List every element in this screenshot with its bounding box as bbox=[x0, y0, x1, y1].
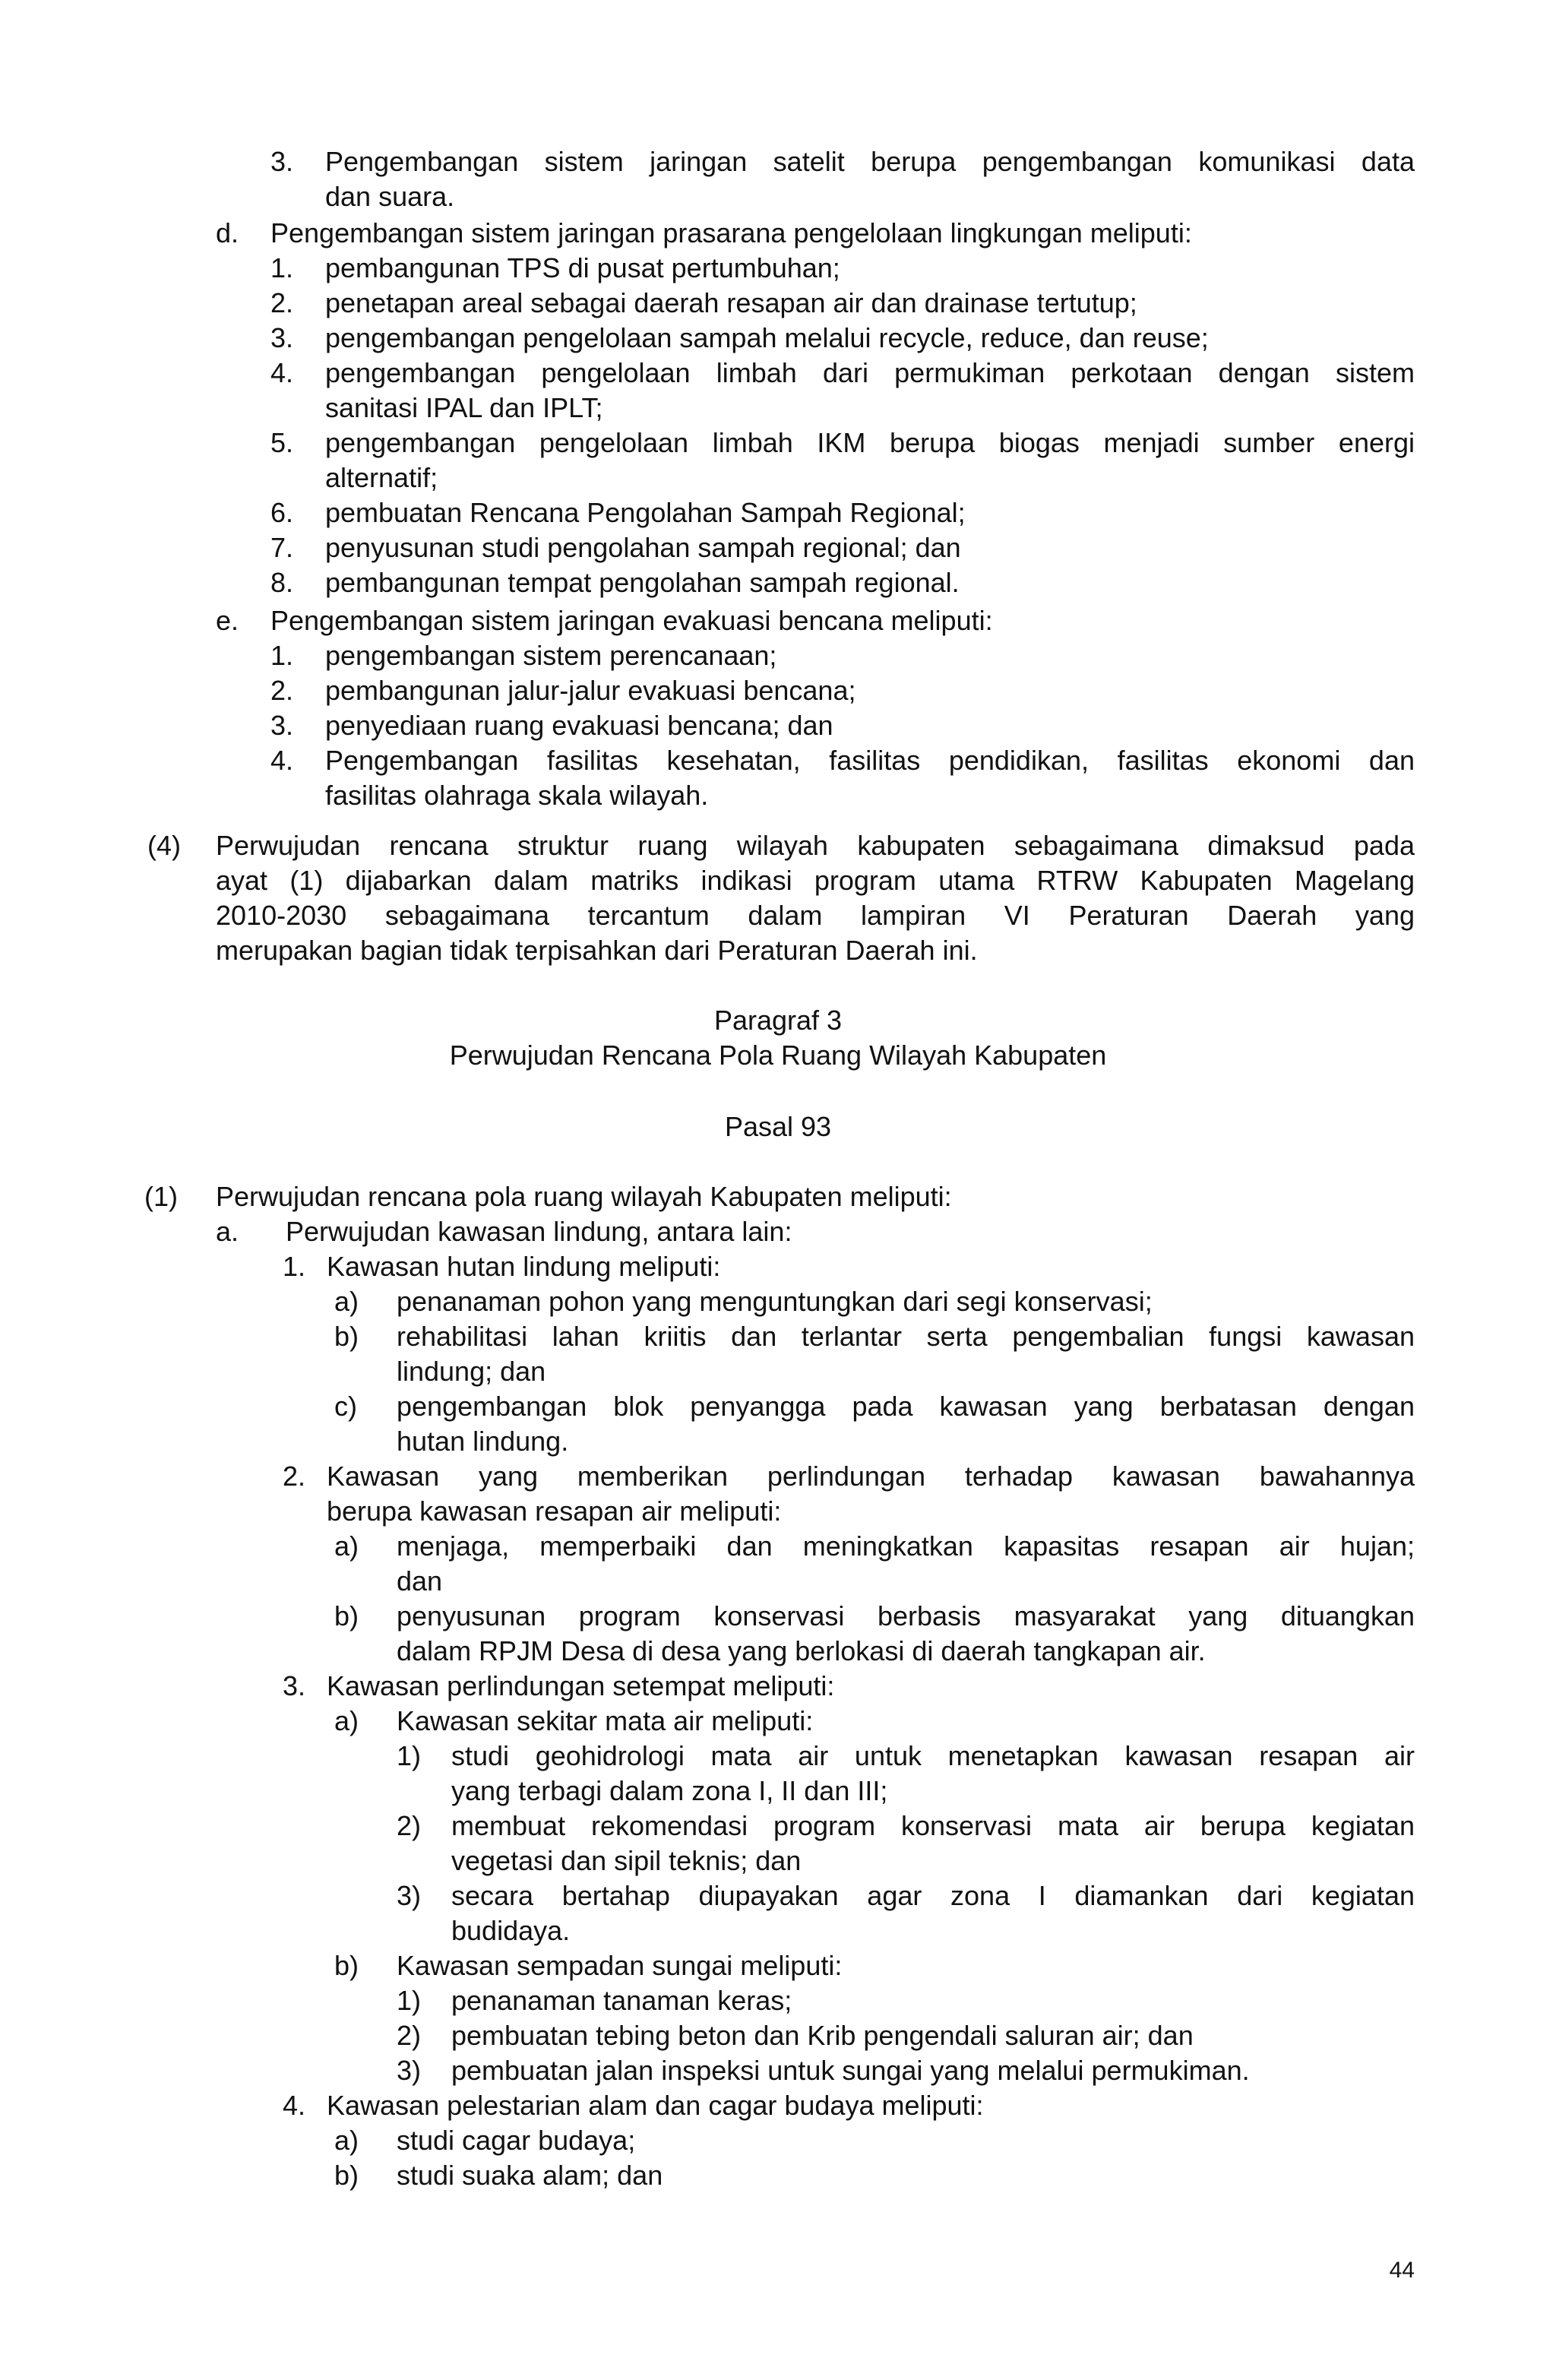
list-text: Pengembangan sistem jaringan satelit berupa pengembangan komunikasi data bbox=[325, 146, 1415, 177]
list-text: pembuatan tebing beton dan Krib pengendali saluran air; dan bbox=[451, 2020, 1194, 2051]
list-text: penanaman pohon yang menguntungkan dari segi konservasi; bbox=[397, 1286, 1153, 1317]
list-text: studi geohidrologi mata air untuk menetapkan kawasan resapan air bbox=[451, 1740, 1415, 1771]
list-text: pembuatan Rencana Pengolahan Sampah Regional; bbox=[325, 497, 966, 528]
list-text: menjaga, memperbaiki dan meningkatkan kapasitas resapan air hujan; bbox=[397, 1530, 1415, 1562]
list-text: fasilitas olahraga skala wilayah. bbox=[325, 780, 709, 811]
list-text: Kawasan sempadan sungai meliputi: bbox=[397, 1950, 843, 1981]
list-text: penanaman tanaman keras; bbox=[451, 1985, 792, 2016]
list-text: pembangunan jalur-jalur evakuasi bencana; bbox=[325, 675, 856, 706]
section-heading-paragraf: Paragraf 3 bbox=[713, 1005, 843, 1036]
list-text: dan bbox=[397, 1565, 443, 1597]
list-text: Kawasan perlindungan setempat meliputi: bbox=[327, 1670, 835, 1701]
list-text: pengembangan blok penyangga pada kawasan yang berbatasan dengan bbox=[397, 1391, 1415, 1422]
list-text: Pengembangan sistem jaringan evakuasi bencana meliputi: bbox=[270, 605, 993, 636]
paragraph-line: 2010-2030 sebagaimana tercantum dalam lampiran VI Peraturan Daerah yang bbox=[216, 900, 1415, 931]
list-number: 4. bbox=[270, 745, 294, 776]
list-text: penetapan areal sebagai daerah resapan air dan drainase tertutup; bbox=[325, 287, 1137, 318]
sub-number: 3) bbox=[397, 2055, 422, 2086]
sub-letter: c) bbox=[334, 1391, 357, 1422]
list-text: pembuatan jalan inspeksi untuk sungai yang melalui permukiman. bbox=[451, 2055, 1250, 2086]
ayat-number: (1) bbox=[144, 1181, 178, 1212]
list-text: pembangunan TPS di pusat pertumbuhan; bbox=[325, 252, 840, 283]
list-text: dalam RPJM Desa di desa yang berlokasi di daerah tangkapan air. bbox=[397, 1635, 1206, 1666]
list-number: 1. bbox=[283, 1251, 306, 1282]
list-text: penyusunan studi pengolahan sampah regional; dan bbox=[325, 532, 961, 563]
ayat-number: (4) bbox=[147, 830, 181, 861]
paragraph-line: merupakan bagian tidak terpisahkan dari Peraturan Daerah ini. bbox=[216, 935, 978, 966]
list-number: 3. bbox=[283, 1670, 306, 1701]
sub-letter: a) bbox=[334, 1530, 359, 1562]
list-letter: d. bbox=[216, 217, 239, 248]
list-letter: a. bbox=[216, 1216, 239, 1247]
list-number: 2. bbox=[283, 1461, 306, 1492]
sub-number: 1) bbox=[397, 1985, 422, 2016]
list-text: vegetasi dan sipil teknis; dan bbox=[451, 1845, 802, 1876]
list-number: 7. bbox=[270, 532, 294, 563]
list-text: pengembangan sistem perencanaan; bbox=[325, 640, 777, 671]
sub-number: 2) bbox=[397, 1810, 422, 1841]
list-text: studi suaka alam; dan bbox=[397, 2160, 663, 2191]
list-number: 4. bbox=[270, 357, 294, 388]
list-text: sanitasi IPAL dan IPLT; bbox=[325, 392, 603, 423]
list-text: membuat rekomendasi program konservasi mata air berupa kegiatan bbox=[451, 1810, 1415, 1841]
list-number: 3. bbox=[270, 322, 294, 353]
paragraph-line: Perwujudan rencana struktur ruang wilayah kabupaten sebagaimana dimaksud pada bbox=[216, 830, 1415, 861]
sub-letter: b) bbox=[334, 2160, 359, 2191]
paragraph-line: ayat (1) dijabarkan dalam matriks indikasi program utama RTRW Kabupaten Magelang bbox=[216, 865, 1415, 896]
sub-letter: b) bbox=[334, 1600, 359, 1632]
sub-number: 2) bbox=[397, 2020, 422, 2051]
list-text: yang terbagi dalam zona I, II dan III; bbox=[451, 1775, 888, 1806]
page-number: 44 bbox=[1389, 2258, 1415, 2283]
list-text: Kawasan pelestarian alam dan cagar budaya meliputi: bbox=[327, 2090, 984, 2121]
list-text: budidaya. bbox=[451, 1915, 571, 1946]
section-title: Perwujudan Rencana Pola Ruang Wilayah Kabupaten bbox=[449, 1040, 1107, 1071]
list-text: Pengembangan sistem jaringan prasarana pengelolaan lingkungan meliputi: bbox=[270, 217, 1192, 248]
list-number: 2. bbox=[270, 287, 294, 318]
list-number: 6. bbox=[270, 497, 294, 528]
list-text: Perwujudan kawasan lindung, antara lain: bbox=[286, 1216, 792, 1247]
list-text: alternatif; bbox=[325, 462, 438, 493]
list-text: pengembangan pengelolaan limbah IKM berupa biogas menjadi sumber energi bbox=[325, 427, 1415, 458]
sub-letter: a) bbox=[334, 1705, 359, 1736]
list-text: pengembangan pengelolaan limbah dari permukiman perkotaan dengan sistem bbox=[325, 357, 1415, 388]
sub-number: 1) bbox=[397, 1740, 422, 1771]
list-number: 8. bbox=[270, 567, 294, 598]
list-letter: e. bbox=[216, 605, 239, 636]
list-number: 4. bbox=[283, 2090, 306, 2121]
sub-letter: a) bbox=[334, 2125, 359, 2156]
article-heading: Pasal 93 bbox=[724, 1111, 832, 1142]
list-number: 1. bbox=[270, 252, 294, 283]
list-text: penyediaan ruang evakuasi bencana; dan bbox=[325, 710, 833, 741]
list-text: hutan lindung. bbox=[397, 1426, 569, 1457]
list-text: Kawasan yang memberikan perlindungan terhadap kawasan bawahannya bbox=[327, 1461, 1415, 1492]
list-text: studi cagar budaya; bbox=[397, 2125, 636, 2156]
list-number: 2. bbox=[270, 675, 294, 706]
list-text: pembangunan tempat pengolahan sampah regional. bbox=[325, 567, 960, 598]
list-number: 1. bbox=[270, 640, 294, 671]
list-text: berupa kawasan resapan air meliputi: bbox=[327, 1495, 782, 1527]
list-number: 3. bbox=[270, 710, 294, 741]
list-number: 3. bbox=[270, 146, 294, 177]
paragraph-line: Perwujudan rencana pola ruang wilayah Kabupaten meliputi: bbox=[216, 1181, 952, 1212]
sub-letter: a) bbox=[334, 1286, 359, 1317]
sub-letter: b) bbox=[334, 1950, 359, 1981]
sub-number: 3) bbox=[397, 1880, 422, 1911]
list-text: dan suara. bbox=[325, 181, 455, 212]
list-text: pengembangan pengelolaan sampah melalui recycle, reduce, dan reuse; bbox=[325, 322, 1209, 353]
list-text: Pengembangan fasilitas kesehatan, fasilitas pendidikan, fasilitas ekonomi dan bbox=[325, 745, 1415, 776]
sub-letter: b) bbox=[334, 1321, 359, 1352]
list-text: penyusunan program konservasi berbasis masyarakat yang dituangkan bbox=[397, 1600, 1415, 1632]
list-number: 5. bbox=[270, 427, 294, 458]
list-text: rehabilitasi lahan kriitis dan terlantar serta pengembalian fungsi kawasan bbox=[397, 1321, 1415, 1352]
list-text: Kawasan sekitar mata air meliputi: bbox=[397, 1705, 814, 1736]
list-text: lindung; dan bbox=[397, 1356, 546, 1387]
list-text: Kawasan hutan lindung meliputi: bbox=[327, 1251, 721, 1282]
list-text: secara bertahap diupayakan agar zona I diamankan dari kegiatan bbox=[451, 1880, 1415, 1911]
